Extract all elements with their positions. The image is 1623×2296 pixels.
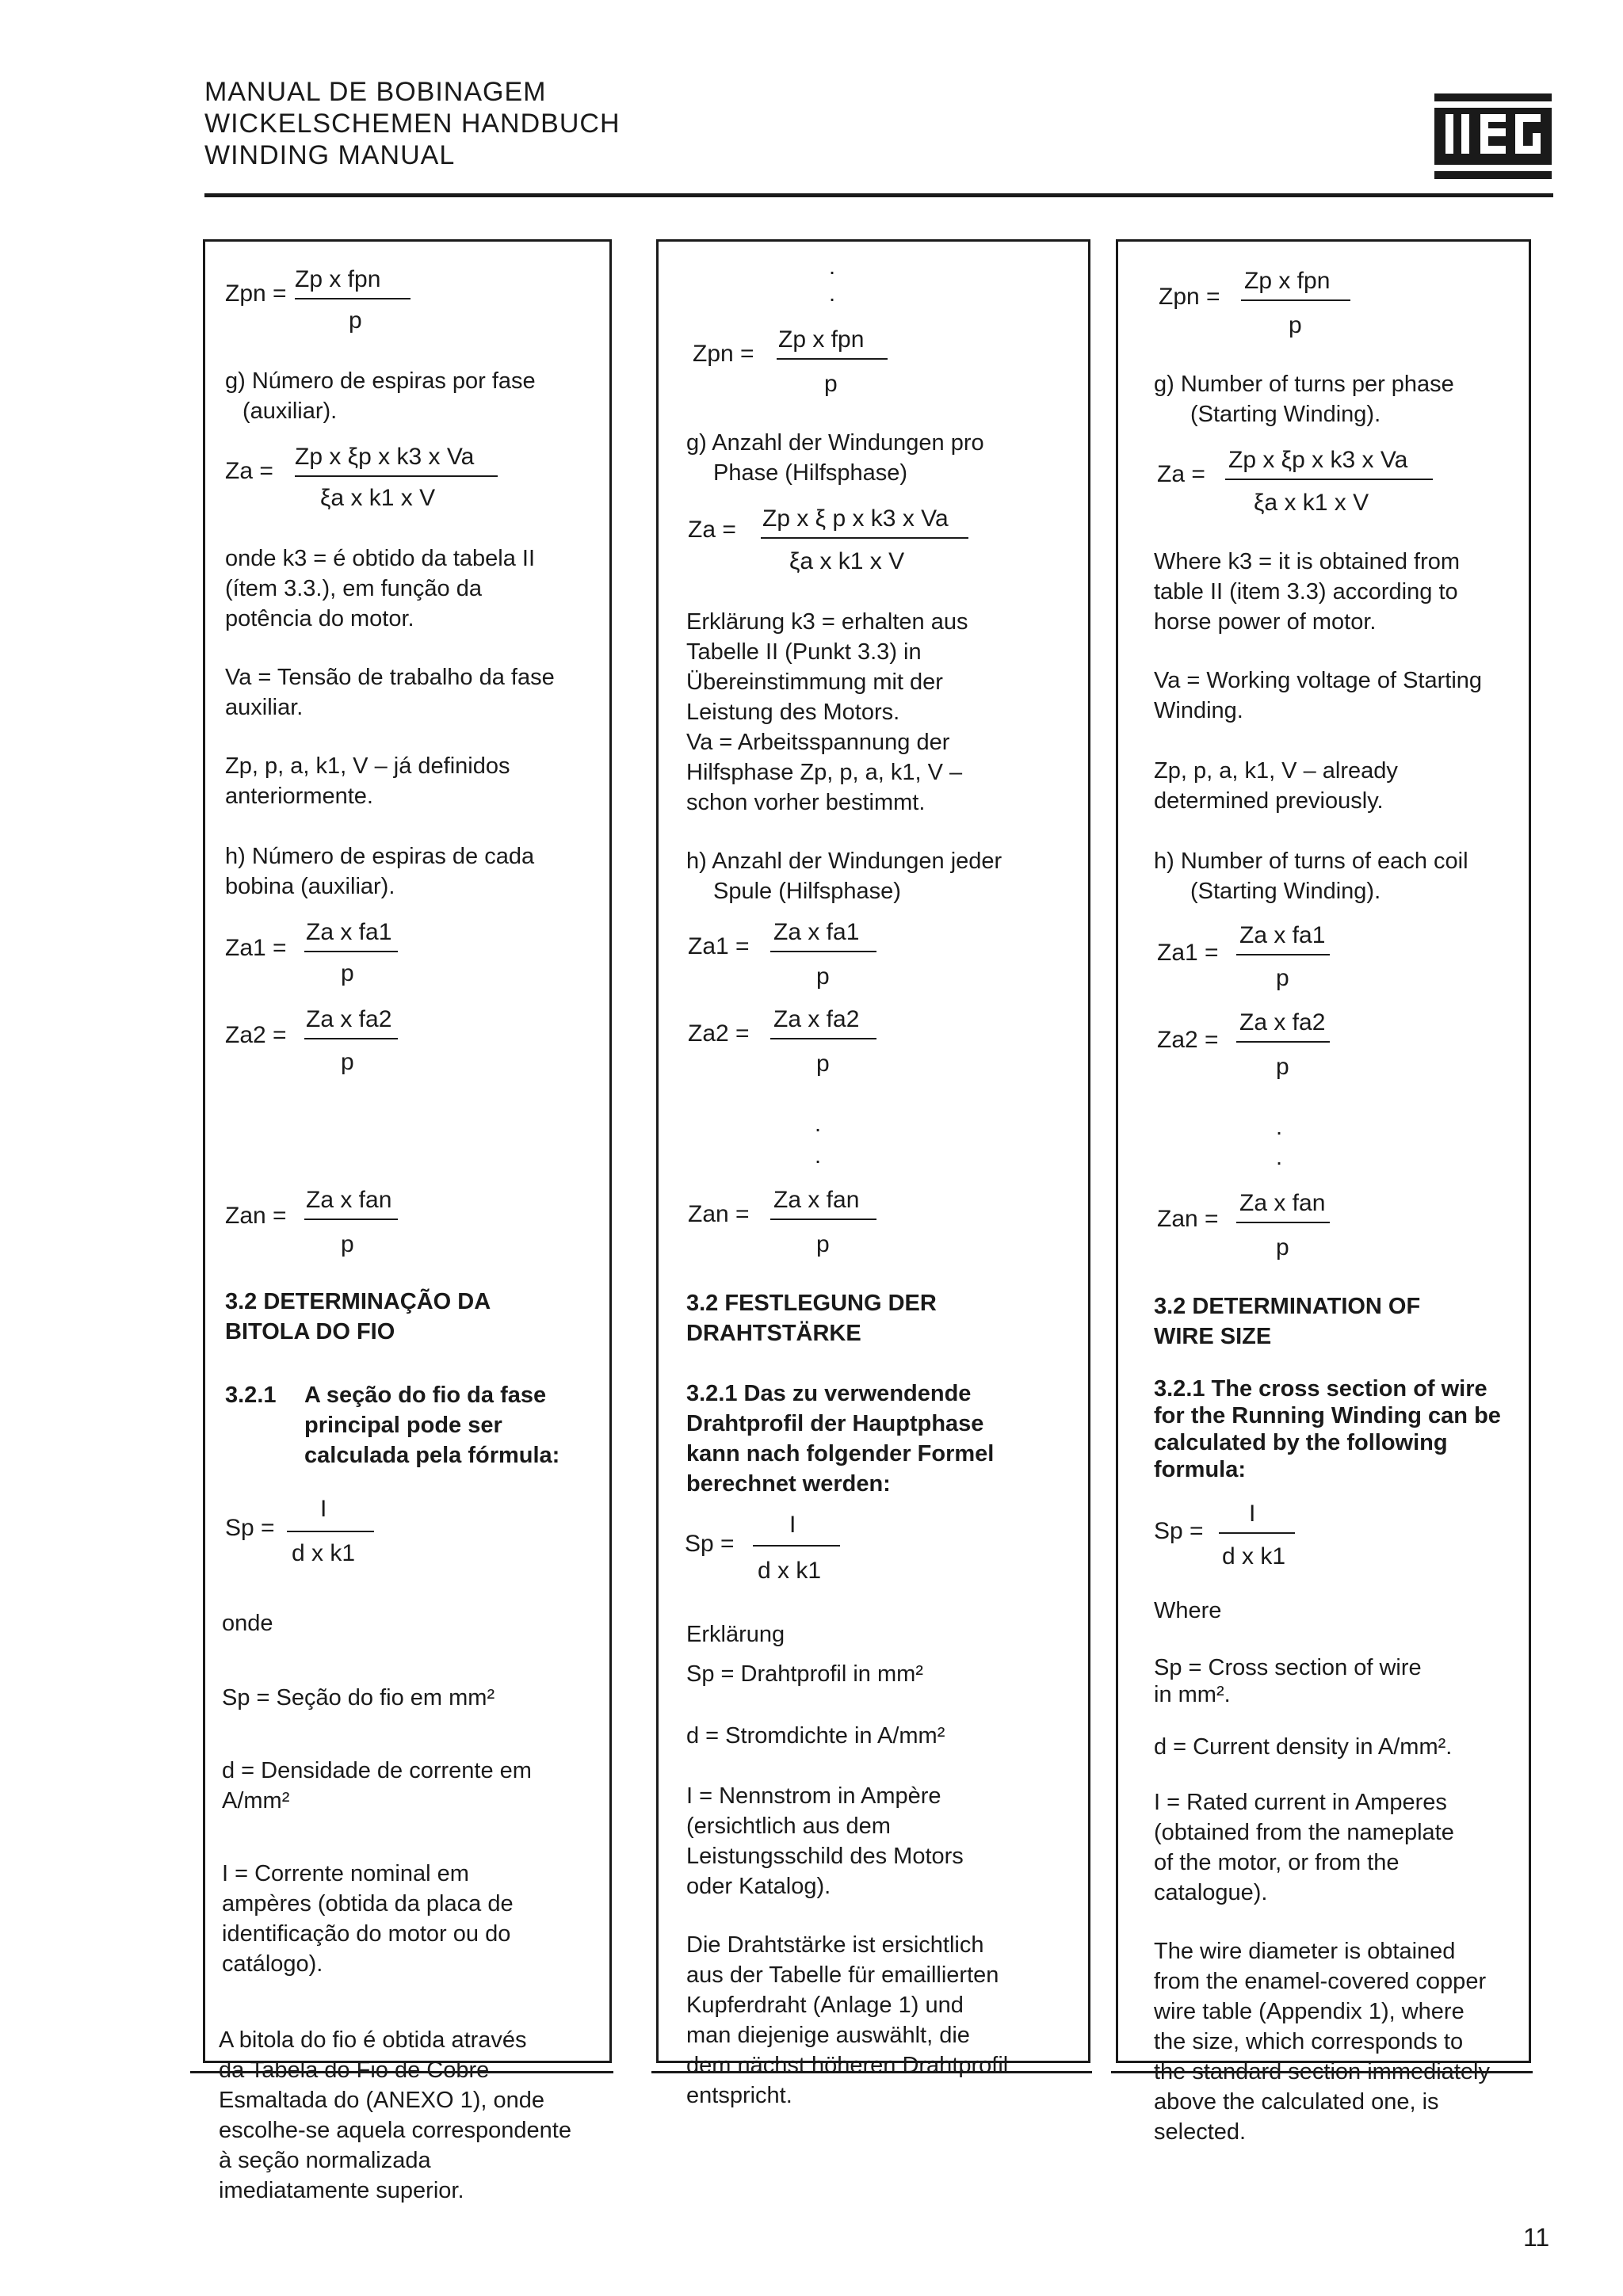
formula-left: Za1 =	[1157, 940, 1219, 966]
item-h-text: h) Número de espiras de cada	[225, 844, 535, 869]
fraction-bar	[1219, 1532, 1295, 1534]
formula-left: Zpn =	[693, 341, 754, 367]
va-text: auxiliar.	[225, 695, 304, 720]
paragraph-text: from the enamel-covered copper	[1154, 1969, 1487, 1994]
section-heading: 3.2 FESTLEGUNG DER	[686, 1291, 937, 1316]
explanation-text: Hilfsphase Zp, p, a, k1, V –	[686, 760, 963, 785]
fraction-bar	[295, 298, 411, 299]
fraction-bar	[304, 1038, 398, 1039]
formula-numerator: Zp x ξp x k3 x Va	[295, 444, 475, 470]
formula-denominator: p	[349, 307, 362, 334]
sp-definition: Sp = Drahtprofil in mm²	[686, 1661, 923, 1687]
formula-denominator: p	[1276, 1054, 1289, 1080]
paragraph-text: dem nächst höheren Drahtprofil	[686, 2053, 1009, 2078]
zp-text: Zp, p, a, k1, V – já definidos	[225, 753, 510, 779]
formula-numerator: Za x fa1	[773, 919, 860, 945]
section-heading: DRAHTSTÄRKE	[686, 1321, 861, 1346]
paragraph-text: Kupferdraht (Anlage 1) und	[686, 1993, 964, 2018]
formula-denominator: p	[816, 1051, 830, 1077]
formula-numerator: Zp x ξp x k3 x Va	[1228, 447, 1408, 473]
item-h-text: Spule (Hilfsphase)	[713, 879, 901, 904]
paragraph-text: selected.	[1154, 2119, 1247, 2145]
paragraph-text: above the calculated one, is	[1154, 2089, 1439, 2115]
formula-numerator: Za x fa2	[1239, 1009, 1326, 1035]
item-g-text: g) Número de espiras por fase	[225, 368, 536, 394]
fraction-bar	[1236, 1041, 1330, 1043]
subsection-text: A seção do fio da fase	[304, 1383, 547, 1408]
formula-numerator: Za x fan	[1239, 1190, 1326, 1216]
section-heading: BITOLA DO FIO	[225, 1319, 395, 1344]
paragraph-text: A bitola do fio é obtida através	[219, 2027, 527, 2053]
explanation-text: Tabelle II (Punkt 3.3) in	[686, 639, 922, 665]
explanation-text: Va = Arbeitsspannung der	[686, 730, 950, 755]
d-definition: A/mm²	[222, 1788, 290, 1814]
item-g-text: (auxiliar).	[242, 399, 338, 424]
item-h-text: bobina (auxiliar).	[225, 874, 395, 899]
ellipsis-dot: .	[829, 281, 836, 307]
formula-denominator: p	[341, 1231, 354, 1257]
fraction-bar	[770, 951, 876, 952]
formula-left: Sp =	[685, 1531, 735, 1557]
k3-text: potência do motor.	[225, 606, 414, 631]
sp-definition: Sp = Seção do fio em mm²	[222, 1685, 495, 1711]
section-heading: 3.2 DETERMINAÇÃO DA	[225, 1289, 491, 1314]
subsection-text: for the Running Winding can be	[1154, 1403, 1501, 1428]
i-definition: oder Katalog).	[686, 1874, 831, 1899]
formula-denominator: ξa x k1 x V	[1254, 490, 1369, 516]
paragraph-text: da Tabela do Fio de Cobre	[219, 2058, 490, 2083]
fraction-bar	[1241, 299, 1350, 301]
formula-left: Zan =	[688, 1201, 750, 1227]
formula-denominator: p	[816, 963, 830, 990]
formula-numerator: Zp x fpn	[1244, 268, 1331, 294]
d-definition: d = Current density in A/mm².	[1154, 1734, 1453, 1760]
fraction-bar	[753, 1545, 840, 1547]
paragraph-text: imediatamente superior.	[219, 2178, 464, 2203]
va-text: Winding.	[1154, 698, 1243, 723]
fraction-bar	[287, 1531, 374, 1532]
formula-denominator: p	[1276, 965, 1289, 991]
onde-text: onde	[222, 1611, 273, 1636]
section-heading: 3.2 DETERMINATION OF	[1154, 1294, 1421, 1319]
formula-numerator: Zp x fpn	[778, 326, 865, 353]
subsection-text: principal pode ser	[304, 1413, 502, 1438]
ellipsis-dot: .	[829, 254, 836, 280]
paragraph-text: Esmaltada do (ANEXO 1), onde	[219, 2088, 545, 2113]
formula-numerator: Za x fa2	[773, 1006, 860, 1032]
paragraph-text: man diejenige auswählt, die	[686, 2023, 970, 2048]
i-definition: I = Corrente nominal em	[222, 1861, 469, 1886]
paragraph-text: the size, which corresponds to	[1154, 2029, 1464, 2054]
where-k3-text: horse power of motor.	[1154, 609, 1377, 635]
ellipsis-dot: .	[815, 1112, 822, 1137]
item-h-text: (Starting Winding).	[1190, 879, 1381, 904]
explanation-text: Leistung des Motors.	[686, 700, 900, 725]
header-title-de: WICKELSCHEMEN HANDBUCH	[204, 109, 621, 139]
fraction-bar	[770, 1219, 876, 1220]
item-g-text: Phase (Hilfsphase)	[713, 460, 907, 486]
formula-left: Za1 =	[225, 935, 287, 961]
section-heading: WIRE SIZE	[1154, 1324, 1272, 1349]
document-header	[204, 76, 621, 171]
paragraph-text: wire table (Appendix 1), where	[1154, 1999, 1465, 2024]
ellipsis-dot: .	[815, 1143, 822, 1169]
item-g-text: g) Number of turns per phase	[1154, 372, 1454, 397]
page-number: 11	[1523, 2223, 1550, 2252]
zp-text: Zp, p, a, k1, V – already	[1154, 758, 1398, 784]
d-definition: d = Stromdichte in A/mm²	[686, 1723, 945, 1749]
header-title-pt: MANUAL DE BOBINAGEM	[204, 77, 547, 107]
fraction-bar	[304, 1219, 398, 1220]
va-text: Va = Tensão de trabalho da fase	[225, 665, 555, 690]
header-rule	[204, 193, 1553, 197]
paragraph-text: the standard section immediately	[1154, 2059, 1490, 2084]
i-definition: Leistungsschild des Motors	[686, 1844, 964, 1869]
k3-text: onde k3 = é obtido da tabela II	[225, 546, 536, 571]
formula-numerator: Zp x fpn	[295, 266, 381, 292]
subsection-text: calculated by the following	[1154, 1430, 1448, 1455]
subsection-text: Drahtprofil der Hauptphase	[686, 1411, 984, 1436]
formula-denominator: p	[341, 1049, 354, 1075]
formula-left: Za2 =	[1157, 1027, 1219, 1053]
fraction-bar	[770, 1038, 876, 1039]
i-definition: (obtained from the nameplate	[1154, 1820, 1454, 1845]
i-definition: I = Nennstrom in Ampère	[686, 1783, 941, 1809]
formula-left: Za =	[688, 517, 736, 543]
paragraph-text: à seção normalizada	[219, 2148, 431, 2173]
explanation-text: schon vorher bestimmt.	[686, 790, 926, 815]
item-g-text: g) Anzahl der Windungen pro	[686, 430, 984, 456]
formula-left: Zpn =	[1159, 284, 1220, 310]
subsection-text: 3.2.1 Das zu verwendende	[686, 1381, 972, 1406]
formula-numerator: I	[1249, 1501, 1256, 1527]
formula-denominator: p	[824, 371, 838, 397]
explanation-text: Erklärung k3 = erhalten aus	[686, 609, 968, 635]
fraction-bar	[761, 537, 968, 539]
formula-left: Zpn =	[225, 280, 287, 307]
fraction-bar	[295, 475, 498, 477]
subsection-text: calculada pela fórmula:	[304, 1443, 560, 1468]
formula-left: Za1 =	[688, 933, 750, 959]
fraction-bar	[777, 358, 888, 360]
explanation-text: Übereinstimmung mit der	[686, 669, 943, 695]
where-k3-text: table II (item 3.3) according to	[1154, 579, 1458, 605]
formula-numerator: Za x fa1	[1239, 922, 1326, 948]
paragraph-text: escolhe-se aquela correspondente	[219, 2118, 571, 2143]
formula-numerator: Za x fan	[306, 1187, 392, 1213]
weg-logo-icon	[1434, 93, 1552, 179]
formula-numerator: Za x fa2	[306, 1006, 392, 1032]
subsection-text: berechnet werden:	[686, 1471, 891, 1497]
i-definition: identificação do motor ou do	[222, 1921, 511, 1947]
va-text: Va = Working voltage of Starting	[1154, 668, 1483, 693]
subsection-number: 3.2.1	[225, 1383, 277, 1408]
fraction-bar	[1236, 1222, 1330, 1223]
i-definition: of the motor, or from the	[1154, 1850, 1400, 1875]
fraction-bar	[1225, 479, 1433, 480]
item-g-text: (Starting Winding).	[1190, 402, 1381, 427]
zp-text: determined previously.	[1154, 788, 1384, 814]
formula-denominator: ξa x k1 x V	[320, 485, 436, 511]
formula-left: Sp =	[225, 1515, 275, 1541]
zp-text: anteriormente.	[225, 784, 373, 809]
paragraph-text: Die Drahtstärke ist ersichtlich	[686, 1932, 984, 1958]
i-definition: I = Rated current in Amperes	[1154, 1790, 1447, 1815]
formula-left: Za =	[1157, 461, 1205, 487]
sp-definition: in mm².	[1154, 1682, 1231, 1707]
formula-numerator: Za x fan	[773, 1187, 860, 1213]
d-definition: d = Densidade de corrente em	[222, 1758, 532, 1783]
formula-left: Za =	[225, 458, 273, 484]
formula-denominator: ξa x k1 x V	[789, 548, 905, 574]
ellipsis-dot: .	[1276, 1145, 1283, 1170]
where-text: Where	[1154, 1598, 1222, 1623]
subsection-text: 3.2.1 The cross section of wire	[1154, 1376, 1487, 1402]
formula-denominator: d x k1	[758, 1558, 822, 1584]
paragraph-text: entspricht.	[686, 2083, 792, 2108]
ellipsis-dot: .	[1276, 1115, 1283, 1140]
header-title-en: WINDING MANUAL	[204, 140, 456, 170]
formula-denominator: d x k1	[292, 1540, 356, 1566]
formula-left: Zan =	[1157, 1206, 1219, 1232]
paragraph-text: The wire diameter is obtained	[1154, 1939, 1456, 1964]
formula-denominator: d x k1	[1222, 1543, 1286, 1569]
formula-left: Za2 =	[688, 1020, 750, 1047]
formula-left: Za2 =	[225, 1022, 287, 1048]
paragraph-text: aus der Tabelle für emaillierten	[686, 1962, 999, 1988]
formula-numerator: Zp x ξ p x k3 x Va	[762, 505, 949, 532]
k3-text: (ítem 3.3.), em função da	[225, 576, 482, 601]
where-k3-text: Where k3 = it is obtained from	[1154, 549, 1461, 574]
subsection-text: kann nach folgender Formel	[686, 1441, 995, 1466]
i-definition: catálogo).	[222, 1951, 323, 1977]
subsection-text: formula:	[1154, 1457, 1246, 1482]
formula-numerator: Za x fa1	[306, 919, 392, 945]
formula-denominator: p	[1289, 312, 1302, 338]
formula-denominator: p	[1276, 1234, 1289, 1261]
formula-left: Sp =	[1154, 1518, 1204, 1544]
i-definition: ampères (obtida da placa de	[222, 1891, 514, 1917]
formula-numerator: I	[320, 1496, 327, 1522]
fraction-bar	[1236, 954, 1330, 955]
formula-denominator: p	[341, 960, 354, 986]
formula-left: Zan =	[225, 1203, 287, 1229]
sp-definition: Sp = Cross section of wire	[1154, 1655, 1422, 1680]
fraction-bar	[304, 951, 398, 952]
i-definition: (ersichtlich aus dem	[686, 1814, 891, 1839]
formula-denominator: p	[816, 1231, 830, 1257]
formula-numerator: I	[789, 1512, 796, 1538]
item-h-text: h) Anzahl der Windungen jeder	[686, 849, 1002, 874]
item-h-text: h) Number of turns of each coil	[1154, 849, 1468, 874]
erklaerung-text: Erklärung	[686, 1622, 785, 1647]
i-definition: catalogue).	[1154, 1880, 1268, 1905]
